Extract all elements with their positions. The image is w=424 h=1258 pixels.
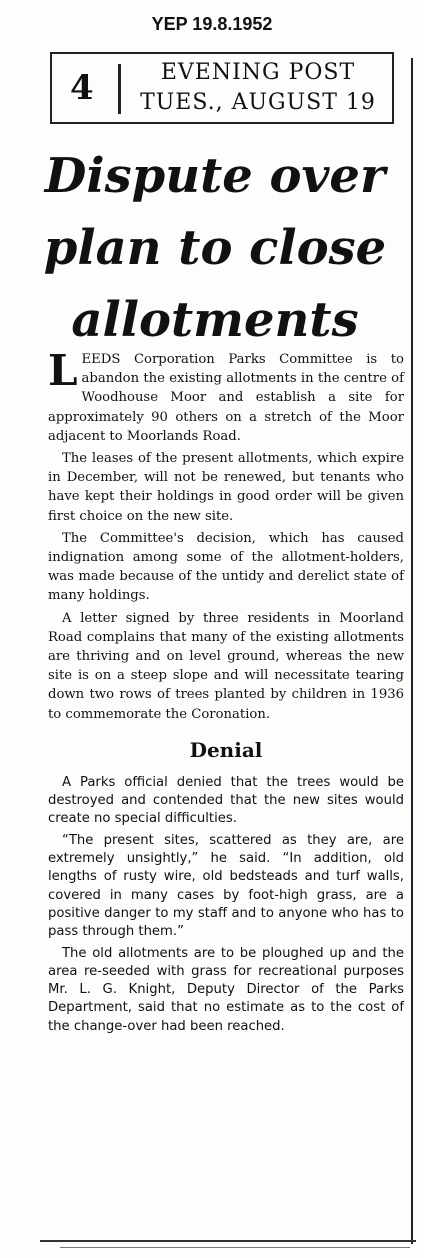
bottom-rule: [40, 1240, 416, 1242]
article-body: [48, 346, 404, 1039]
masthead-divider: [118, 64, 121, 114]
paragraph-1: [48, 346, 404, 446]
paragraph-1-text: EEDS Corporation Parks Committee is to abandon the existing allotments in the centre of Woodhouse Moor and establish a site for approximately 90 others on a stretch of the Moor adjacent to Moorlands Road.: [48, 352, 404, 444]
archive-label: YEP 19.8.1952: [151, 14, 273, 34]
masthead: [50, 52, 394, 124]
paragraph-2: The leases of the present allotments, which expire in December, will not be renewed, but tenants who have kept their holdings in good order will be given first choice on the new site.: [48, 451, 404, 524]
subheading: Denial: [189, 737, 263, 762]
page-number: 4: [70, 68, 94, 108]
paragraph-3: The Committee's decision, which has caused indignation among some of the allotment-holders, was made because of the untidy and derelict state of many holdings.: [48, 530, 404, 604]
paper-name: EVENING POST: [160, 60, 356, 85]
paragraph-6: “The present sites, scattered as they are, are extremely unsightly,” he said. “In addition, old lengths of rusty wire, old bedsteads and turf walls, covered in many cases by foot-high grass, are a positive danger to my staff and to anyone who has to pass through them.”: [48, 832, 404, 940]
bottom-rule-secondary: [60, 1247, 410, 1248]
paragraph-7: The old allotments are to be ploughed up and the area re-seeded with grass for recreational purposes Mr. L. G. Knight, Deputy Director of the Parks Department, said that no estimate as to the cost of the change-over had been reached.: [48, 945, 404, 1034]
drop-cap: L: [48, 346, 78, 395]
headline: Dispute over plan to close allotments: [43, 148, 387, 348]
issue-date: TUES., AUGUST 19: [140, 90, 376, 115]
column-rule: [411, 58, 413, 1244]
paragraph-5: A Parks official denied that the trees would be destroyed and contended that the new sites would create no special difficulties.: [48, 774, 404, 827]
paragraph-4: A letter signed by three residents in Moorland Road complains that many of the existing allotments are thriving and on level ground, whereas the new site is on a steep slope and will necessitate tearing down two rows of trees planted by children in 1936 to commemorate the Coronation.: [48, 610, 404, 722]
